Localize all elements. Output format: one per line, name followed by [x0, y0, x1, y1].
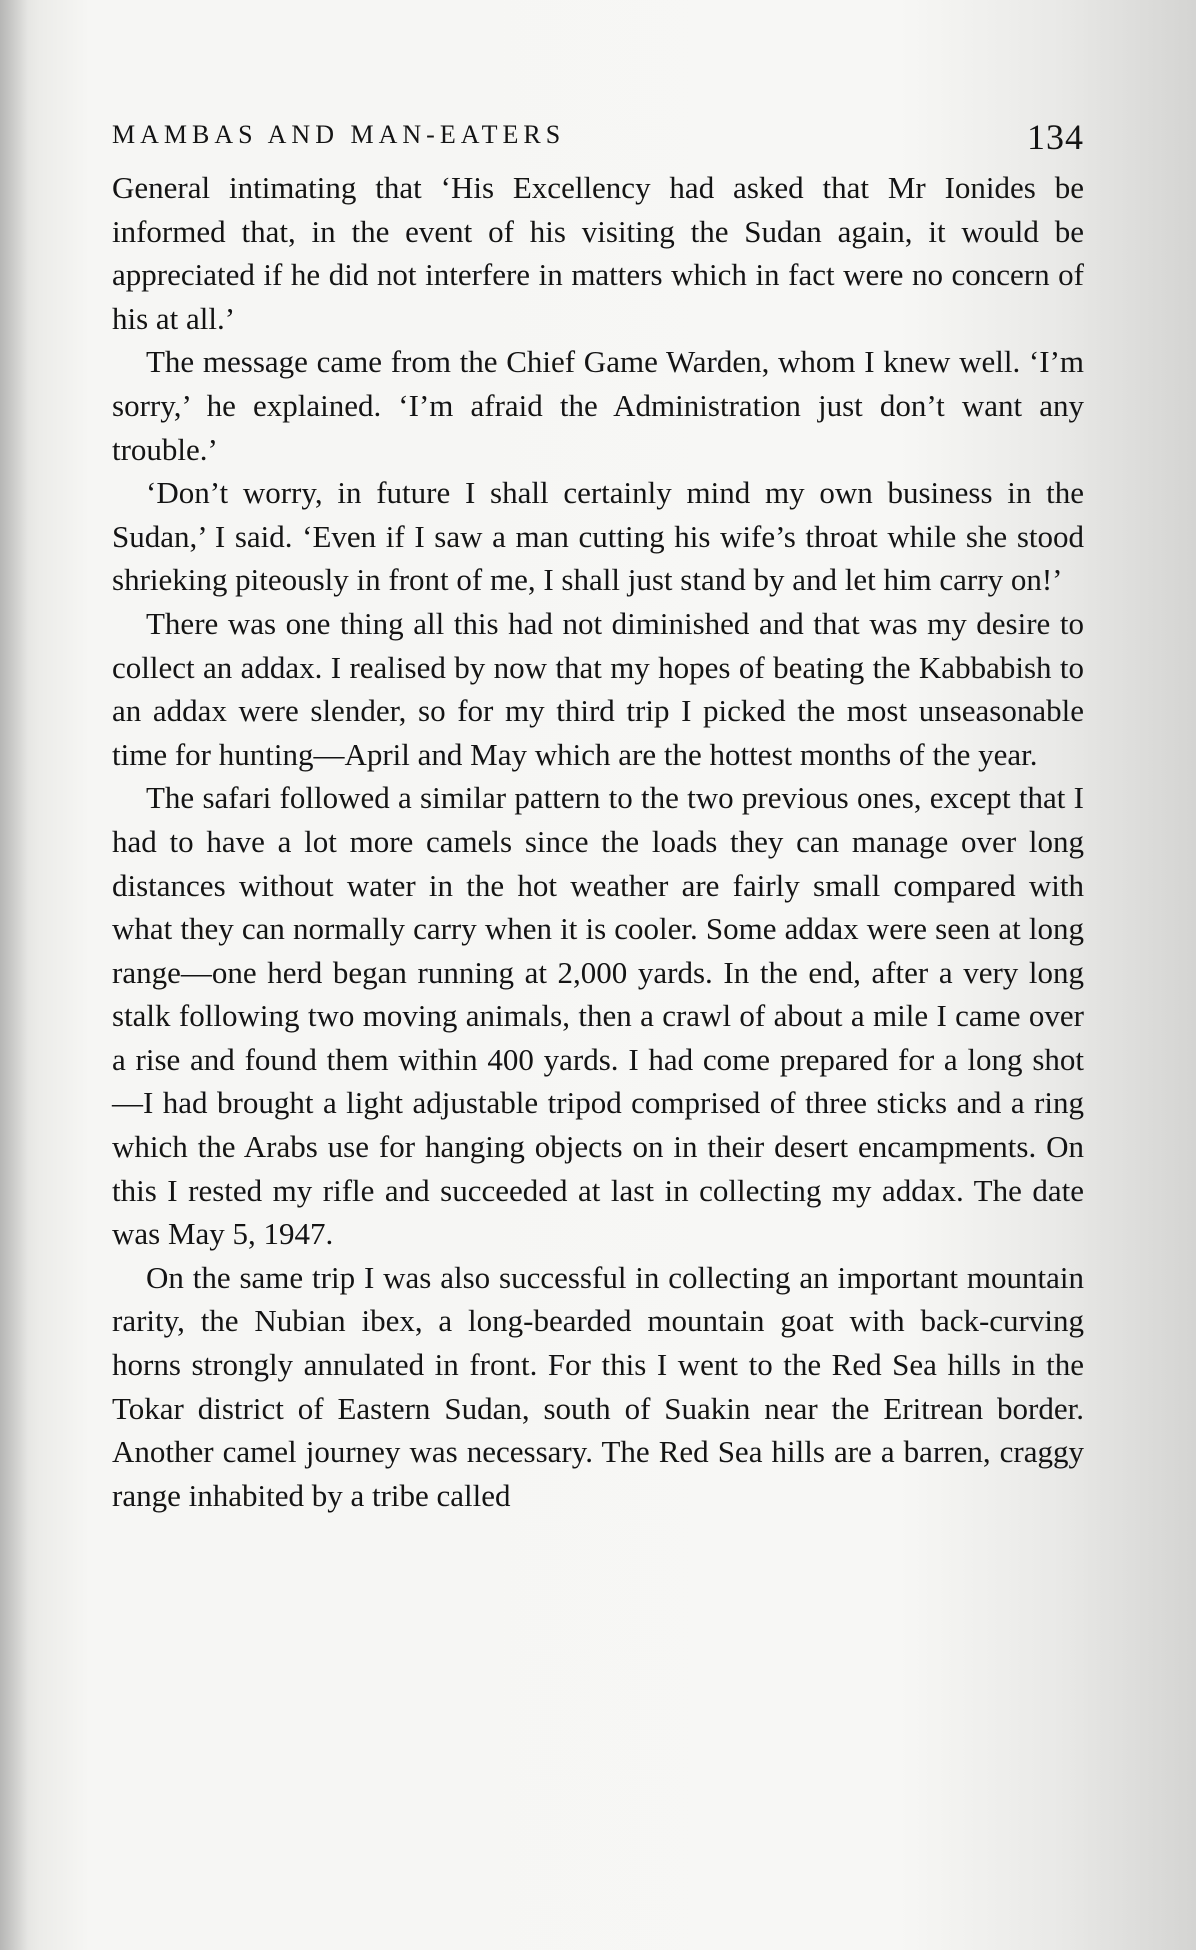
- body-text: [112, 166, 1084, 1517]
- paragraph-3: ‘Don’t worry, in future I shall certainly mind my own business in the Sudan,’ I said. ‘Even if I saw a man cutting his wife’s throat while she stood shrieking piteously in front of me, I shall just stand by and let him carry on!’: [112, 475, 1084, 598]
- page-header: [112, 116, 1084, 160]
- page-gutter-shadow: [0, 0, 28, 1950]
- paragraph-1: General intimating that ‘His Excellency had asked that Mr Ionides be informed that, in the event of his visiting the Sudan again, it would be appreciated if he did not interfere in matters which in fact were no concern of his at all.’: [112, 170, 1084, 336]
- paragraph-5: The safari followed a similar pattern to the two previous ones, except that I had to have a lot more camels since the loads they can manage over long distances without water in the hot weather are fairly small compared with what they can normally carry when it is cooler. Some addax were seen at long range—one herd began running at 2,000 yards. In the end, after a very long stalk following two moving animals, then a crawl of about a mile I came over a rise and found them within 400 yards. I had come prepared for a long shot—I had brought a light adjustable tripod comprised of three sticks and a ring which the Arabs use for hanging objects on in their desert encampments. On this I rested my rifle and succeeded at last in collecting my addax. The date was May 5, 1947.: [112, 780, 1084, 1252]
- paragraph-6: On the same trip I was also successful in collecting an important mountain rarity, the Nubian ibex, a long-bearded mountain goat with back-curving horns strongly annulated in front. For this I went to the Red Sea hills in the Tokar district of Eastern Sudan, south of Suakin near the Eritrean border. Another camel journey was necessary. The Red Sea hills are a barren, craggy range inhabited by a tribe called: [112, 1259, 1084, 1513]
- page-number: 134: [1027, 117, 1084, 157]
- paragraph-2: The message came from the Chief Game Warden, whom I knew well. ‘I’m sorry,’ he explained. ‘I’m afraid the Administration just don’t want any trouble.’: [112, 344, 1084, 467]
- paragraph-4: There was one thing all this had not diminished and that was my desire to collect an addax. I realised by now that my hopes of beating the Kabbabish to an addax were slender, so for my third trip I picked the most unseasonable time for hunting—April and May which are the hottest months of the year.: [112, 605, 1084, 772]
- running-head: MAMBAS AND MAN-EATERS: [112, 120, 566, 149]
